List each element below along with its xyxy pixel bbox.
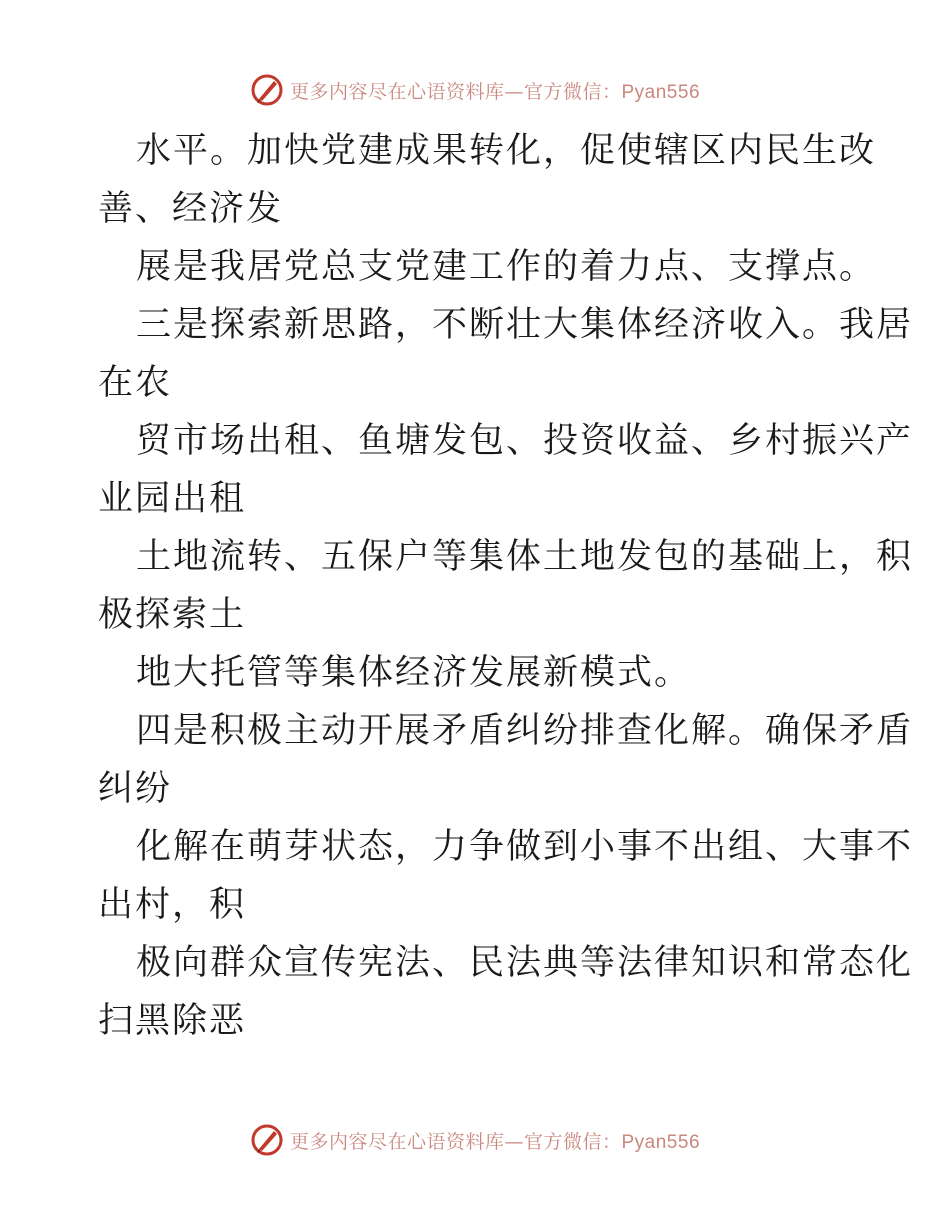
- paragraph-line: 贸市场出租、鱼塘发包、投资收益、乡村振兴产: [136, 421, 914, 461]
- paragraph-line: 极向群众宣传宪法、民法典等法律知识和常态化: [136, 943, 914, 983]
- paragraph-line: 地大托管等集体经济发展新模式。: [136, 653, 692, 693]
- paragraph-line: 出村，积: [98, 885, 247, 925]
- paragraph-line: 化解在萌芽状态，力争做到小事不出组、大事不: [136, 827, 914, 867]
- header-banner-text: 更多内容尽在心语资料库—官方微信：Pyan556: [289, 80, 701, 103]
- paragraph-line: 极探索土: [98, 595, 247, 635]
- paragraph-line: 业园出租: [98, 479, 247, 519]
- quill-pen-logo-icon: [250, 73, 284, 107]
- footer-banner: [0, 1120, 950, 1160]
- paragraph-line: 在农: [98, 363, 173, 403]
- document-body: [98, 122, 914, 1050]
- quill-pen-logo-icon: [250, 1123, 284, 1157]
- paragraph-line: 土地流转、五保户等集体土地发包的基础上，积: [136, 537, 914, 577]
- header-banner: [0, 70, 950, 110]
- paragraph-line: 三是探索新思路，不断壮大集体经济收入。我居: [136, 305, 914, 345]
- paragraph-line: 四是积极主动开展矛盾纠纷排查化解。确保矛盾: [136, 711, 914, 751]
- paragraph-line: 纠纷: [98, 769, 173, 809]
- footer-banner-text: 更多内容尽在心语资料库—官方微信：Pyan556: [289, 1130, 701, 1153]
- paragraph-line: 水平。加快党建成果转化，促使辖区内民生改: [136, 131, 877, 171]
- paragraph-line: 展是我居党总支党建工作的着力点、支撑点。: [136, 247, 877, 287]
- paragraph-line: 扫黑除恶: [98, 1001, 247, 1041]
- paragraph-line: 善、经济发: [98, 189, 284, 229]
